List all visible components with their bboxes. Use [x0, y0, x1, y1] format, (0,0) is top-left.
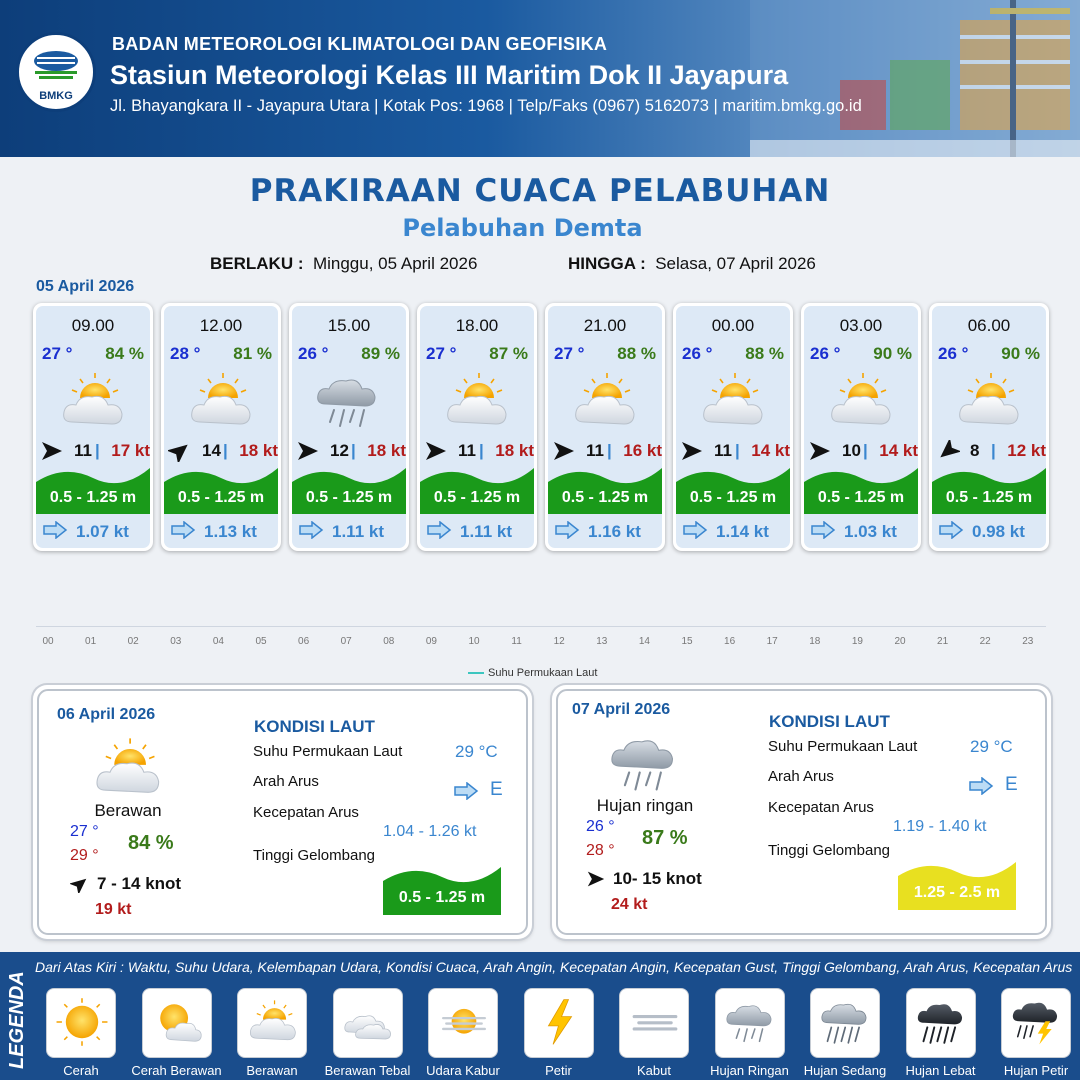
hourly-temperature: 27 °: [554, 344, 585, 363]
hourly-card: [289, 303, 409, 551]
legend-item-label: Hujan Lebat: [905, 1063, 976, 1078]
current-speed: 1.04 - 1.26 kt: [383, 823, 477, 840]
legend-vertical-label: [6, 965, 28, 1073]
hourly-gust: 12 kt: [1007, 441, 1046, 460]
wind-direction-arrow-icon: [168, 440, 192, 462]
hourly-wind-speed: 14: [202, 441, 221, 460]
axis-tick: 17: [766, 636, 778, 647]
berawan-icon: [246, 997, 300, 1047]
hujan-petir-icon: [1010, 997, 1064, 1047]
hourly-humidity: 84 %: [105, 344, 144, 363]
legend-item-label: Hujan Sedang: [803, 1063, 887, 1078]
hourly-card-body: [548, 306, 662, 548]
legend-item-label: Udara Kabur: [426, 1063, 500, 1078]
sea-condition-title: KONDISI LAUT: [769, 712, 890, 731]
sst-legend: [468, 667, 597, 679]
svg-text:LEGENDA: LEGENDA: [6, 971, 28, 1069]
legend-item: [428, 988, 498, 1058]
hourly-time: 03.00: [839, 316, 883, 335]
axis-tick: 08: [383, 636, 395, 647]
sst-label: Suhu Permukaan Laut: [253, 743, 403, 760]
hourly-time: 15.00: [327, 316, 371, 335]
daily-humidity: 87 %: [642, 827, 688, 849]
page-title: PRAKIRAAN CUACA PELABUHAN: [249, 173, 831, 209]
wind-direction-arrow-icon: [552, 440, 576, 462]
day1-date: 05 April 2026: [36, 278, 135, 295]
current-speed: 1.19 - 1.40 kt: [893, 818, 987, 835]
hourly-gust: 16 kt: [623, 441, 662, 460]
station-name: Stasiun Meteorologi Kelas III Maritim Dok II Jayapura: [110, 60, 789, 90]
hourly-card: [801, 303, 921, 551]
wind-direction-arrow-icon: [936, 440, 960, 462]
wind-direction-arrow-icon: [680, 440, 704, 462]
port-name: Pelabuhan Demta: [402, 214, 643, 242]
axis-tick: 14: [638, 636, 650, 647]
hourly-humidity: 89 %: [361, 344, 400, 363]
daily-wave-height: 0.5 - 1.25 m: [398, 889, 486, 906]
hourly-card-body: [932, 306, 1046, 548]
hourly-time: 12.00: [199, 316, 243, 335]
hourly-current: [682, 520, 790, 542]
hourly-card: [929, 303, 1049, 551]
hourly-card-body: [804, 306, 918, 548]
hourly-time: 06.00: [967, 316, 1011, 335]
hourly-temperature: 27 °: [42, 344, 73, 363]
daily-temp-max: 29 °: [70, 847, 99, 864]
hourly-card: [545, 303, 665, 551]
hourly-temperature: 26 °: [298, 344, 329, 363]
hourly-card: [417, 303, 537, 551]
hourly-separator: |: [223, 441, 228, 460]
legend-item-label: Berawan Tebal: [324, 1063, 411, 1078]
hujan-ringan-icon: [608, 730, 682, 796]
hourly-wind-speed: 11: [714, 441, 732, 460]
axis-tick: 09: [425, 636, 437, 647]
daily-temp-min: 27 °: [70, 823, 99, 840]
validity-from-value: Minggu, 05 April 2026: [312, 254, 478, 273]
axis-tick: 21: [937, 636, 949, 647]
hujan-ringan-icon: [724, 997, 778, 1047]
hourly-wind: [680, 440, 790, 462]
hourly-gust: 14 kt: [879, 441, 918, 460]
hourly-temperature: 26 °: [810, 344, 841, 363]
cerah-icon: [55, 997, 109, 1047]
berawan-icon: [442, 370, 512, 432]
hourly-current: [810, 520, 918, 542]
daily-panel: [33, 685, 532, 939]
hourly-card-body: [164, 306, 278, 548]
header-banner: [0, 0, 1080, 157]
legend-item: [1001, 988, 1071, 1058]
legend-item-label: Kabut: [637, 1063, 671, 1078]
axis-tick: 03: [170, 636, 182, 647]
hourly-wind-speed: 10: [842, 441, 861, 460]
hourly-card: [673, 303, 793, 551]
hourly-wave-height: 0.5 - 1.25 m: [689, 489, 777, 506]
validity-from-label: BERLAKU :: [210, 254, 304, 273]
wave-label: Tinggi Gelombang: [768, 842, 891, 859]
petir-icon: [533, 997, 587, 1047]
hourly-current: [554, 520, 662, 542]
berawan-icon: [186, 370, 256, 432]
legend-item-label: Cerah: [63, 1063, 99, 1078]
daily-gust: 24 kt: [611, 896, 648, 913]
agency-name: BADAN METEOROLOGI KLIMATOLOGI DAN GEOFISIKA: [112, 34, 608, 54]
hourly-wind: [936, 440, 1046, 462]
hourly-wave-height: 0.5 - 1.25 m: [945, 489, 1033, 506]
legend-item-label: Hujan Ringan: [710, 1063, 789, 1078]
wind-direction-arrow-icon: [70, 875, 90, 898]
current-speed-label: Kecepatan Arus: [253, 804, 359, 821]
hourly-current: [426, 520, 534, 542]
berawan-icon: [91, 735, 165, 801]
wind-direction-arrow-icon: [808, 440, 832, 462]
current-direction-label: Arah Arus: [253, 773, 319, 790]
berawan-icon: [698, 370, 768, 432]
kabut-icon: [628, 997, 682, 1047]
wave-label: Tinggi Gelombang: [253, 847, 376, 864]
axis-tick: 18: [809, 636, 821, 647]
berawan-icon: [570, 370, 640, 432]
current-direction: E: [490, 779, 503, 800]
hourly-wind: [296, 440, 406, 462]
legend-item: [524, 988, 594, 1058]
udara-kabur-icon: [437, 997, 491, 1047]
hourly-current-speed: 1.03 kt: [844, 522, 897, 541]
hourly-humidity: 88 %: [745, 344, 784, 363]
legend-item: [715, 988, 785, 1058]
current-direction: E: [1005, 774, 1018, 795]
axis-tick: 20: [894, 636, 906, 647]
hourly-current: [938, 520, 1046, 542]
hourly-wind-speed: 8: [970, 441, 980, 460]
hourly-current: [42, 520, 150, 542]
legend-item-label: Petir: [545, 1063, 572, 1078]
current-direction-label: Arah Arus: [768, 768, 834, 785]
hourly-temperature: 27 °: [426, 344, 457, 363]
hourly-separator: |: [95, 441, 100, 460]
daily-temp-max: 28 °: [586, 842, 615, 859]
port-illustration: [750, 0, 1080, 157]
hourly-current-speed: 1.11 kt: [332, 522, 384, 541]
axis-tick: 10: [468, 636, 480, 647]
axis-tick: 06: [298, 636, 310, 647]
hourly-wind: [40, 440, 150, 462]
sst-legend-line: [468, 672, 484, 674]
hourly-current: [298, 520, 406, 542]
cerah-berawan-icon: [151, 997, 205, 1047]
wind-direction-arrow-icon: [586, 870, 606, 893]
berawan-icon: [954, 370, 1024, 432]
hourly-card-body: [292, 306, 406, 548]
validity-to-value: Selasa, 07 April 2026: [655, 254, 816, 273]
station-address: Jl. Bhayangkara II - Jayapura Utara | Kotak Pos: 1968 | Telp/Faks (0967) 5162073 | maritim.bmkg.go.id: [110, 97, 862, 115]
time-axis: [36, 626, 1046, 647]
hourly-card-body: [420, 306, 534, 548]
hourly-current-speed: 1.13 kt: [204, 522, 257, 541]
current-arrow-icon: [968, 777, 994, 800]
hourly-wind: [168, 440, 278, 462]
hourly-card: [33, 303, 153, 551]
hourly-gust: 18 kt: [367, 441, 406, 460]
hourly-current-speed: 1.14 kt: [716, 522, 769, 541]
hourly-separator: |: [991, 441, 996, 460]
axis-tick: 04: [212, 636, 224, 647]
axis-tick: 23: [1022, 636, 1034, 647]
hourly-wave-height: 0.5 - 1.25 m: [561, 489, 649, 506]
hourly-temperature: 26 °: [938, 344, 969, 363]
axis-tick: 05: [255, 636, 267, 647]
berawan-icon: [826, 370, 896, 432]
axis-tick: 13: [596, 636, 608, 647]
axis-tick: 22: [979, 636, 991, 647]
hourly-wave-height: 0.5 - 1.25 m: [177, 489, 265, 506]
hourly-current-speed: 0.98 kt: [972, 522, 1025, 541]
sst-label: Suhu Permukaan Laut: [768, 738, 918, 755]
hourly-temperature: 28 °: [170, 344, 201, 363]
legend-item-label: Berawan: [246, 1063, 298, 1078]
daily-date: 07 April 2026: [572, 701, 671, 718]
berawan-icon: [58, 370, 128, 432]
hourly-card: [161, 303, 281, 551]
sst-value: 29 °C: [455, 742, 498, 761]
hourly-wind-speed: 12: [330, 441, 349, 460]
axis-tick: 00: [42, 636, 54, 647]
legend-item: [619, 988, 689, 1058]
hujan-ringan-icon: [314, 370, 384, 432]
hourly-wind: [552, 440, 662, 462]
hourly-wind-speed: 11: [586, 441, 604, 460]
hourly-wind-speed: 11: [458, 441, 476, 460]
wind-direction-arrow-icon: [40, 440, 64, 462]
hourly-wave-height: 0.5 - 1.25 m: [305, 489, 393, 506]
axis-tick: 07: [340, 636, 352, 647]
axis-tick: 01: [85, 636, 97, 647]
hourly-separator: |: [479, 441, 484, 460]
hourly-gust: 18 kt: [239, 441, 278, 460]
validity-from: [210, 254, 477, 274]
axis-tick: 11: [511, 636, 522, 647]
legend-item-label: Hujan Petir: [1003, 1063, 1069, 1078]
daily-temp-min: 26 °: [586, 818, 615, 835]
wind-direction-arrow-icon: [296, 440, 320, 462]
daily-gust: 19 kt: [95, 901, 132, 918]
axis-tick: 02: [127, 636, 139, 647]
hourly-time: 09.00: [71, 316, 115, 335]
legend-item: [142, 988, 212, 1058]
axis-tick: 16: [724, 636, 736, 647]
hourly-separator: |: [607, 441, 612, 460]
hujan-sedang-icon: [819, 997, 873, 1047]
hourly-humidity: 87 %: [489, 344, 528, 363]
hourly-temperature: 26 °: [682, 344, 713, 363]
legend-description: Dari Atas Kiri : Waktu, Suhu Udara, Kelembapan Udara, Kondisi Cuaca, Arah Angin, Kecepatan Angin, Kecepatan Gust, Tinggi Gelombang, Arah Arus, Kecepatan Arus: [35, 959, 1073, 975]
daily-wind: 7 - 14 knot: [97, 874, 182, 893]
legend-item-label: Cerah Berawan: [131, 1063, 222, 1078]
hourly-humidity: 90 %: [873, 344, 912, 363]
daily-wave-height: 1.25 - 2.5 m: [913, 884, 1001, 901]
validity-to-label: HINGGA :: [568, 254, 646, 273]
daily-date: 06 April 2026: [57, 706, 156, 723]
axis-tick: 12: [553, 636, 565, 647]
hourly-current-speed: 1.11 kt: [460, 522, 512, 541]
sst-legend-label: Suhu Permukaan Laut: [488, 667, 598, 679]
axis-tick: 19: [851, 636, 863, 647]
hourly-gust: 14 kt: [751, 441, 790, 460]
current-arrow-icon: [453, 782, 479, 805]
hourly-wave-height: 0.5 - 1.25 m: [817, 489, 905, 506]
hourly-time: 00.00: [711, 316, 755, 335]
sst-value: 29 °C: [970, 737, 1013, 756]
legend-item: [46, 988, 116, 1058]
hourly-humidity: 90 %: [1001, 344, 1040, 363]
daily-condition: Berawan: [94, 801, 162, 820]
hourly-wind: [808, 440, 918, 462]
axis-tick: 15: [681, 636, 693, 647]
hourly-current-speed: 1.16 kt: [588, 522, 641, 541]
hourly-card-body: [676, 306, 790, 548]
hourly-gust: 18 kt: [495, 441, 534, 460]
hourly-card-body: [36, 306, 150, 548]
hourly-separator: |: [863, 441, 868, 460]
legend-item: [906, 988, 976, 1058]
hourly-separator: |: [351, 441, 356, 460]
hourly-wind-speed: 11: [74, 441, 92, 460]
logo-emblem: [31, 49, 81, 83]
hourly-time: 21.00: [583, 316, 627, 335]
logo-text: BMKG: [39, 90, 73, 102]
hourly-wind: [424, 440, 534, 462]
hourly-humidity: 81 %: [233, 344, 272, 363]
daily-humidity: 84 %: [128, 832, 174, 854]
legend-item: [333, 988, 403, 1058]
hourly-separator: |: [735, 441, 740, 460]
daily-panel: [552, 685, 1051, 939]
legend-item: [810, 988, 880, 1058]
berawan-tebal-icon: [342, 997, 396, 1047]
hourly-current: [170, 520, 278, 542]
bmkg-logo: [16, 32, 96, 112]
hourly-wave-height: 0.5 - 1.25 m: [433, 489, 521, 506]
hourly-wave-height: 0.5 - 1.25 m: [49, 489, 137, 506]
hourly-time: 18.00: [455, 316, 499, 335]
current-speed-label: Kecepatan Arus: [768, 799, 874, 816]
sea-condition-title: KONDISI LAUT: [254, 717, 375, 736]
hujan-lebat-icon: [915, 997, 969, 1047]
validity-to: [568, 254, 816, 274]
legend-item: [237, 988, 307, 1058]
hourly-humidity: 88 %: [617, 344, 656, 363]
hourly-current-speed: 1.07 kt: [76, 522, 129, 541]
daily-condition: Hujan ringan: [596, 796, 694, 815]
daily-wind: 10- 15 knot: [613, 869, 702, 888]
wind-direction-arrow-icon: [424, 440, 448, 462]
hourly-gust: 17 kt: [111, 441, 150, 460]
